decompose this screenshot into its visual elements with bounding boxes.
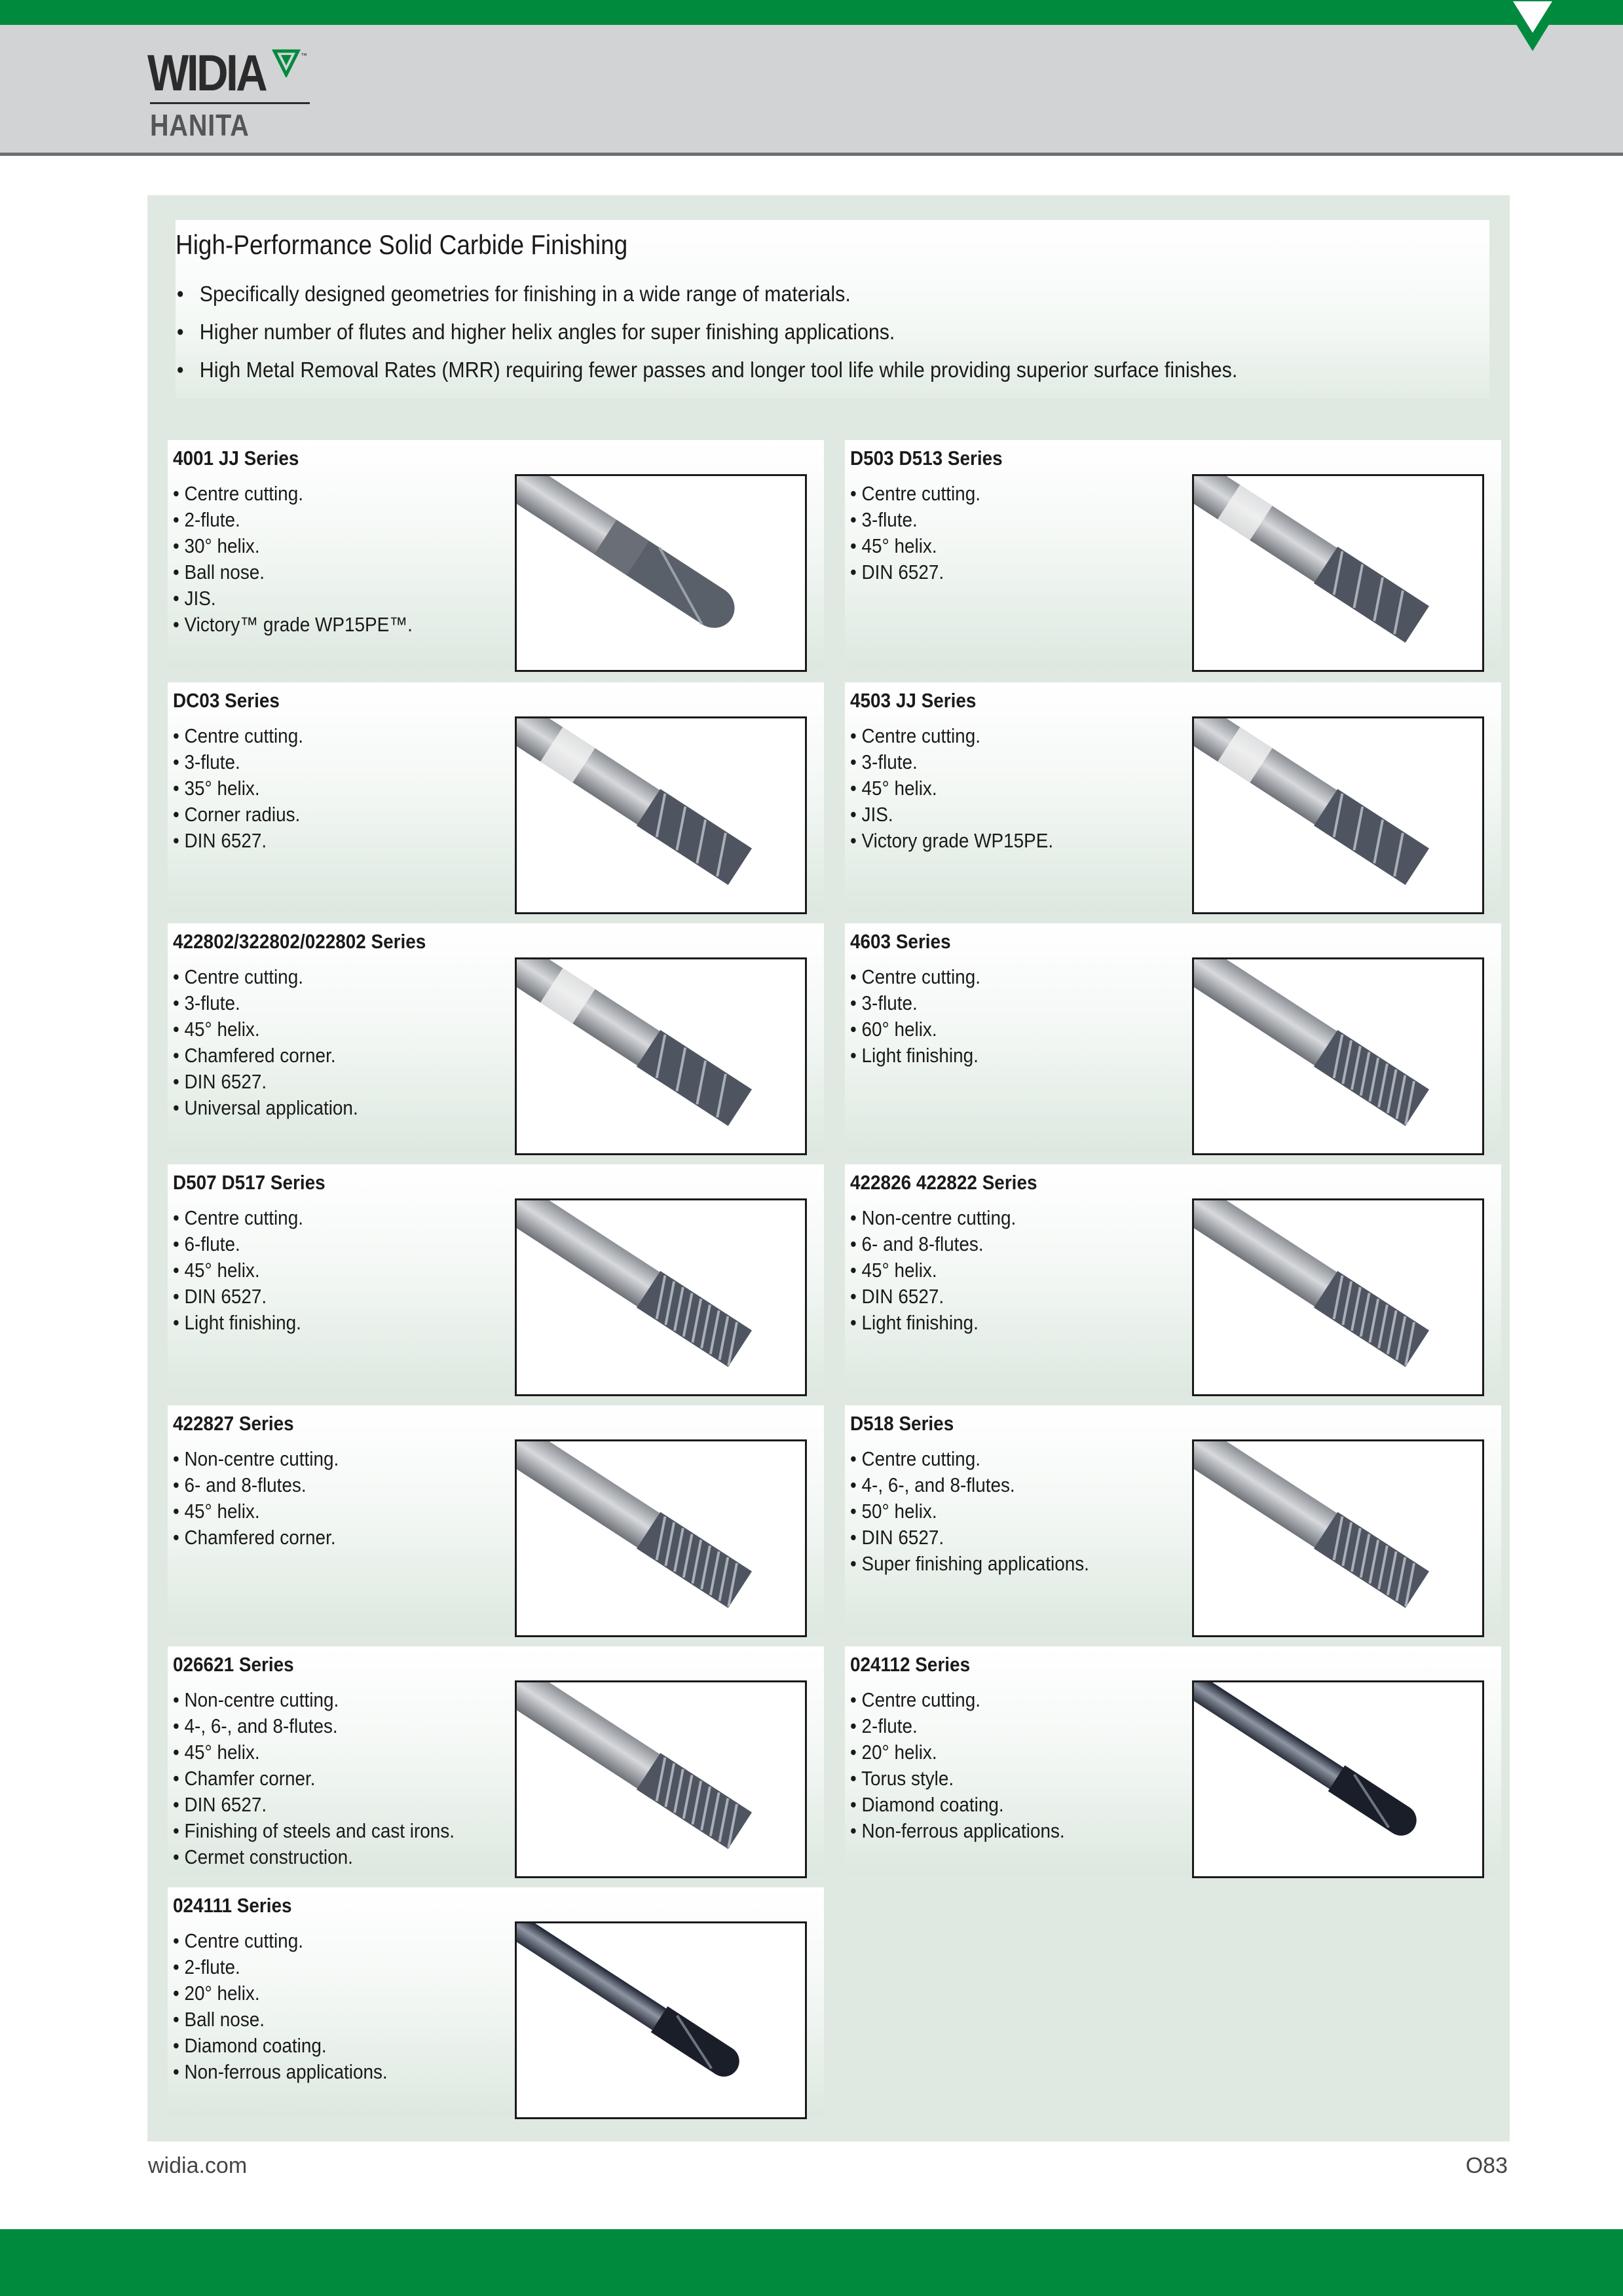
feature-list	[850, 1687, 1089, 1844]
feature-item: • Diamond coating.	[173, 2034, 327, 2057]
feature-item: • Centre cutting.	[173, 1929, 303, 1952]
tool-image	[515, 1198, 807, 1396]
feature-item: • 60° helix.	[850, 1018, 937, 1041]
feature-item: • 45° helix.	[173, 1741, 260, 1764]
feature-item: • 45° helix.	[173, 1018, 260, 1041]
feature-list	[173, 1446, 357, 1551]
feature-item: • DIN 6527.	[173, 1285, 267, 1308]
feature-item: • 35° helix.	[173, 777, 260, 800]
end-mill-illustration	[1194, 476, 1482, 670]
feature-list	[850, 1205, 1034, 1336]
feature-item: • 45° helix.	[850, 1259, 937, 1282]
feature-item: • 20° helix.	[850, 1741, 937, 1764]
feature-item: • 4-, 6-, and 8-flutes.	[173, 1714, 338, 1737]
feature-item: • Light finishing.	[850, 1311, 979, 1334]
feature-item: • Centre cutting.	[173, 482, 303, 505]
end-mill-illustration	[1194, 1200, 1482, 1394]
feature-item: • Light finishing.	[850, 1044, 979, 1067]
feature-item: • DIN 6527.	[850, 561, 944, 583]
feature-item: • Diamond coating.	[850, 1793, 1004, 1816]
feature-list	[173, 1205, 318, 1336]
tool-image	[515, 474, 807, 672]
feature-item: • DIN 6527.	[173, 1793, 267, 1816]
feature-item: • 4-, 6-, and 8-flutes.	[850, 1473, 1015, 1496]
feature-item: • Corner radius.	[173, 803, 301, 826]
feature-list	[850, 1446, 1115, 1577]
tool-image	[515, 1439, 807, 1637]
section-title: High-Performance Solid Carbide Finishing	[176, 229, 628, 260]
feature-item: • 3-flute.	[173, 750, 240, 773]
intro-bullet: • Specifically designed geometries for finishing in a wide range of materials.	[176, 282, 851, 306]
feature-item: • 45° helix.	[850, 777, 937, 800]
widia-hanita-logo	[147, 44, 318, 145]
feature-list	[850, 964, 995, 1069]
feature-item: • Victory grade WP15PE.	[850, 829, 1054, 852]
series-card	[845, 1646, 1501, 1876]
tool-image	[515, 957, 807, 1155]
feature-list	[850, 481, 995, 585]
feature-item: • Ball nose.	[173, 2008, 265, 2031]
feature-item: • Super finishing applications.	[850, 1552, 1089, 1575]
feature-item: • Non-ferrous applications.	[850, 1819, 1065, 1842]
end-mill-illustration	[1194, 959, 1482, 1153]
end-mill-illustration	[1194, 1441, 1482, 1635]
feature-list	[173, 481, 439, 638]
series-card	[845, 682, 1501, 912]
series-title: DC03 Series	[173, 689, 280, 712]
tool-image	[1192, 1198, 1484, 1396]
tool-image	[515, 1680, 807, 1878]
series-title: 4001 JJ Series	[173, 447, 299, 470]
feature-list	[173, 723, 318, 854]
feature-item: • Centre cutting.	[173, 1206, 303, 1229]
feature-item: • Centre cutting.	[850, 965, 980, 988]
feature-item: • DIN 6527.	[850, 1285, 944, 1308]
tool-image	[1192, 957, 1484, 1155]
feature-item: • Non-centre cutting.	[173, 1447, 339, 1470]
feature-item: • DIN 6527.	[173, 1070, 267, 1093]
feature-item: • 6-flute.	[173, 1232, 240, 1255]
series-title: 422827 Series	[173, 1412, 294, 1435]
feature-item: • 3-flute.	[850, 508, 918, 531]
feature-item: • Centre cutting.	[173, 965, 303, 988]
feature-item: • Finishing of steels and cast irons.	[173, 1819, 455, 1842]
feature-item: • Non-centre cutting.	[850, 1206, 1017, 1229]
series-title: D503 D513 Series	[850, 447, 1003, 470]
feature-item: • 2-flute.	[173, 1955, 240, 1978]
footer-website[interactable]: widia.com	[148, 2153, 248, 2178]
feature-item: • Cermet construction.	[173, 1845, 353, 1868]
feature-item: • 3-flute.	[173, 991, 240, 1014]
feature-item: • Non-ferrous applications.	[173, 2060, 388, 2083]
intro-bullets	[176, 275, 1330, 389]
tool-image	[515, 1921, 807, 2119]
feature-item: • JIS.	[850, 803, 893, 826]
series-card	[168, 440, 824, 669]
feature-item: • JIS.	[173, 587, 216, 610]
feature-list	[173, 1928, 411, 2085]
feature-item: • 2-flute.	[173, 508, 240, 531]
feature-list	[850, 723, 1076, 854]
feature-item: • Centre cutting.	[173, 724, 303, 747]
corner-triangle-mark	[1501, 0, 1564, 51]
series-card	[845, 1405, 1501, 1635]
tool-image	[1192, 1439, 1484, 1637]
feature-item: • Chamfered corner.	[173, 1044, 336, 1067]
end-mill-illustration	[517, 718, 805, 912]
series-title: 026621 Series	[173, 1653, 294, 1676]
page-number: O83	[1465, 2153, 1508, 2178]
feature-item: • 30° helix.	[173, 534, 260, 557]
bottom-brand-bar	[0, 2229, 1623, 2296]
feature-item: • DIN 6527.	[850, 1526, 944, 1549]
series-title: 4603 Series	[850, 930, 951, 953]
series-card	[845, 1164, 1501, 1394]
series-title: 422802/322802/022802 Series	[173, 930, 426, 953]
series-card	[168, 923, 824, 1153]
series-card	[845, 440, 1501, 669]
series-title: 024111 Series	[173, 1894, 292, 1917]
end-mill-illustration	[517, 1200, 805, 1394]
feature-item: • Chamfer corner.	[173, 1767, 316, 1790]
series-title: D518 Series	[850, 1412, 954, 1435]
end-mill-illustration	[1194, 718, 1482, 912]
tool-image	[1192, 1680, 1484, 1878]
series-card	[168, 1887, 824, 2117]
feature-item: • Centre cutting.	[850, 482, 980, 505]
end-mill-illustration	[517, 1923, 805, 2117]
end-mill-illustration	[517, 1441, 805, 1635]
feature-item: • Victory™ grade WP15PE™.	[173, 613, 413, 636]
feature-item: • Torus style.	[850, 1767, 954, 1790]
feature-item: • Light finishing.	[173, 1311, 301, 1334]
feature-item: • Centre cutting.	[850, 724, 980, 747]
feature-item: • 45° helix.	[173, 1259, 260, 1282]
feature-item: • 50° helix.	[850, 1500, 937, 1523]
feature-item: • Centre cutting.	[850, 1447, 980, 1470]
intro-bullet: • Higher number of flutes and higher helix angles for super finishing applications.	[176, 320, 895, 344]
feature-item: • 6- and 8-flutes.	[173, 1473, 307, 1496]
intro-bullet: • High Metal Removal Rates (MRR) requiring fewer passes and longer tool life while providing superior surface finishes.	[176, 358, 1238, 382]
series-card	[168, 682, 824, 912]
series-card	[168, 1646, 824, 1876]
end-mill-illustration	[517, 1682, 805, 1876]
feature-item: • Centre cutting.	[850, 1688, 980, 1711]
feature-item: • Non-centre cutting.	[173, 1688, 339, 1711]
feature-item: • 3-flute.	[850, 991, 918, 1014]
feature-item: • 3-flute.	[850, 750, 918, 773]
end-mill-illustration	[517, 959, 805, 1153]
end-mill-illustration	[517, 476, 805, 670]
logo-widia-text: WIDIA	[147, 44, 266, 102]
end-mill-illustration	[1194, 1682, 1482, 1876]
series-title: 422826 422822 Series	[850, 1171, 1037, 1194]
feature-item: • Universal application.	[173, 1096, 358, 1119]
feature-item: • Ball nose.	[173, 561, 265, 583]
series-card	[168, 1164, 824, 1394]
feature-item: • 20° helix.	[173, 1982, 260, 2005]
intro-box	[176, 220, 1489, 398]
feature-item: • Chamfered corner.	[173, 1526, 336, 1549]
series-card	[168, 1405, 824, 1635]
logo-hanita-text: HANITA	[150, 108, 250, 142]
feature-item: • 2-flute.	[850, 1714, 918, 1737]
series-title: 4503 JJ Series	[850, 689, 977, 712]
feature-item: • 45° helix.	[850, 534, 937, 557]
tool-image	[1192, 474, 1484, 672]
feature-item: • 45° helix.	[173, 1500, 260, 1523]
logo-triangle-icon	[272, 48, 311, 77]
feature-item: • DIN 6527.	[173, 829, 267, 852]
svg-text:™: ™	[301, 52, 307, 60]
feature-list	[173, 1687, 486, 1870]
feature-list	[173, 964, 379, 1121]
top-brand-bar	[0, 0, 1623, 25]
series-card	[845, 923, 1501, 1153]
logo-divider	[150, 102, 310, 104]
series-title: 024112 Series	[850, 1653, 971, 1676]
tool-image	[1192, 716, 1484, 914]
tool-image	[515, 716, 807, 914]
feature-item: • 6- and 8-flutes.	[850, 1232, 984, 1255]
series-title: D507 D517 Series	[173, 1171, 326, 1194]
